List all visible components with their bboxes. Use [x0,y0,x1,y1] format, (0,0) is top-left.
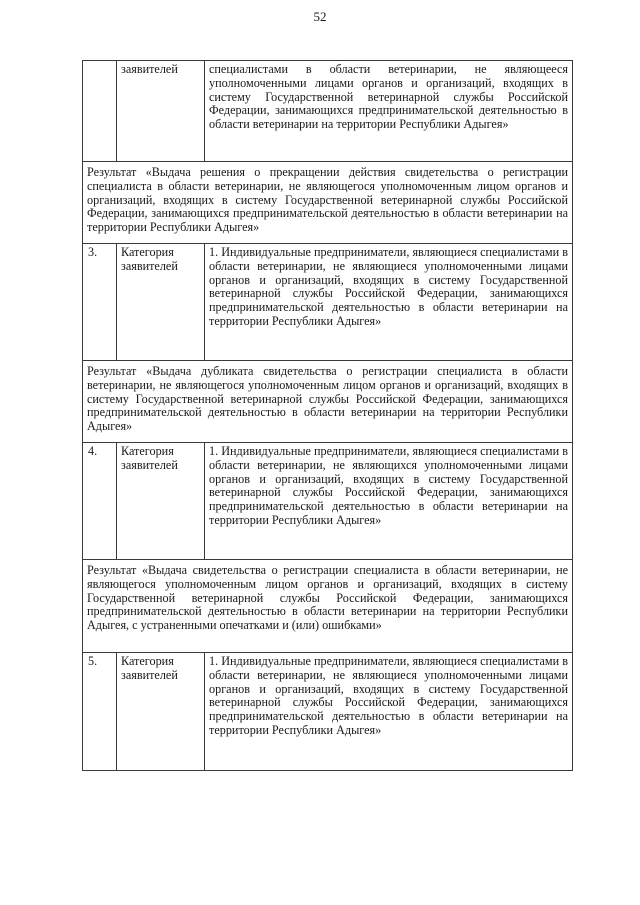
table-row [83,653,573,771]
page-number: 52 [313,9,327,24]
result-text: Результат «Выдача дубликата свидетельства о регистрации специалиста в области ветеринарии, не являющегося уполномоченным лицом органов и организаций, входящих в систему Государственной ветеринарной службы Российской Федерации, занимающихся предпринимательской деятельностью в области ветеринарии на территории Республики Адыгея» [83,361,573,443]
applicant-description: 1. Индивидуальные предприниматели, являющиеся специалистами в области ветеринарии, не являющиеся уполномоченными лицами органов и организаций, входящих в систему Государственной ветеринарной службы Российской Федерации, занимающихся предпринимательской деятельностью в области ветеринарии на территории Республики Адыгея» [205,244,573,361]
table-row [83,61,573,162]
applicant-category-label [117,61,205,162]
applicant-category-text: Категория заявителей [121,245,178,273]
applicant-description: специалистами в области ветеринарии, не являющееся уполномоченными лицами органов и организаций, входящих в систему Государственной ветеринарной службы Российской Федерации, занимающихся предпринимательской деятельностью в области ветеринарии на территории Республики Адыгея» [205,61,573,162]
applicant-category-text: заявителей [121,62,178,76]
result-row [83,162,573,244]
applicant-category-text: Категория заявителей [121,444,178,472]
result-row [83,560,573,653]
row-number: 3. [83,244,117,361]
table-row [83,244,573,361]
row-number: 4. [83,443,117,560]
result-text: Результат «Выдача решения о прекращении действия свидетельства о регистрации специалиста в области ветеринарии, не являющегося уполномоченным лицом органов и организаций, входящих в систему Государственной ветеринарной службы Российской Федерации, занимающихся предпринимательской деятельностью в области ветеринарии на территории Республики Адыгея» [83,162,573,244]
row-number: 5. [83,653,117,771]
result-row [83,361,573,443]
applicant-category-label [117,653,205,771]
applicant-category-text: Категория заявителей [121,654,178,682]
applicant-category-label [117,443,205,560]
applicant-category-label [117,244,205,361]
applicant-description: 1. Индивидуальные предприниматели, являющиеся специалистами в области ветеринарии, не являющиеся уполномоченными лицами органов и организаций, входящих в систему Государственной ветеринарной службы Российской Федерации, занимающихся предпринимательской деятельностью в области ветеринарии на территории Республики Адыгея» [205,653,573,771]
applicant-description: 1. Индивидуальные предприниматели, являющиеся специалистами в области ветеринарии, не являющихся уполномоченными лицами органов и организаций, входящих в систему Государственной ветеринарной службы Российской Федерации, занимающихся предпринимательской деятельностью в области ветеринарии на территории Республики Адыгея» [205,443,573,560]
result-text: Результат «Выдача свидетельства о регистрации специалиста в области ветеринарии, не являющегося уполномоченным лицом органов и организаций, входящих в систему Государственной ветеринарной службы Российской Федерации, занимающихся предпринимательской деятельностью в области ветеринарии на территории Республики Адыгея, с устраненными опечатками и (или) ошибками» [83,560,573,653]
table-row [83,443,573,560]
service-table [82,60,573,771]
row-number [83,61,117,162]
